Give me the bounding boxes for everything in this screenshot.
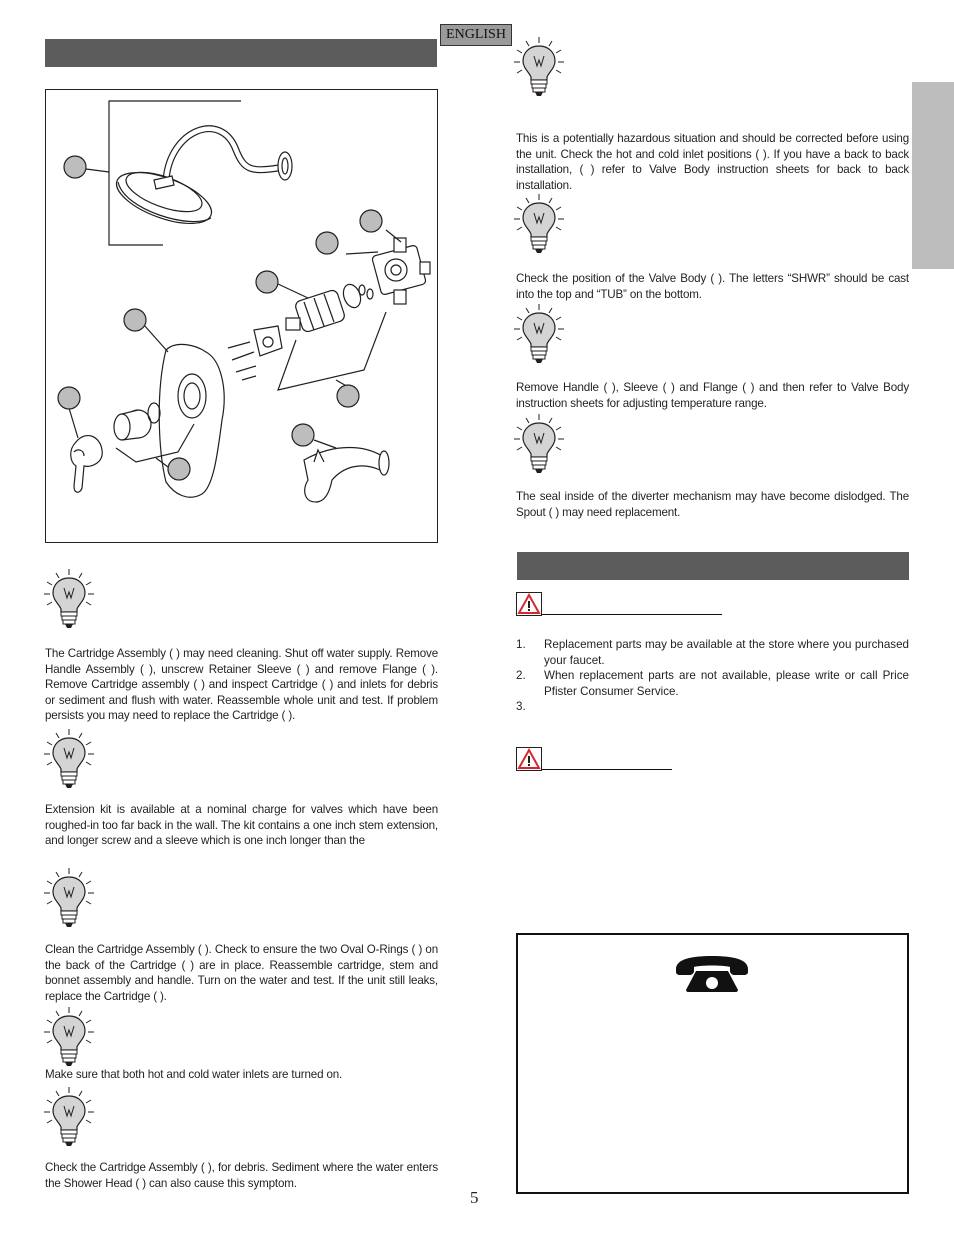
list-number: 1. [516,638,526,651]
tip-cartridge-cleaning: The Cartridge Assembly ( ) may need cleaning. Shut off water supply. Remove Handle Assembly ( ), unscrew Retainer Sleeve ( ) and remove Flange ( ). Remove Cartridge assembly ( ) and inspect Cartridge ( ) and inlets for debris or sediment and flush with water. Reassemble whole unit and test. If problem persists you may need to replace the Cartridge ( ). [45,647,438,723]
tip-oval-orings: Clean the Cartridge Assembly ( ). Check to ensure the two Oval O-Rings ( ) on the back of the Cartridge ( ) are in place. Reassemble cartridge, stem and bonnet assembly and handle. Turn on the water and test. If the unit still leaks, replace the Cartridge ( ). [45,943,438,1003]
tip-diverter: The seal inside of the diverter mechanism may have become dislodged. The Spout ( ) may need replacement. [516,490,909,519]
callout-sleeve [168,458,190,480]
light-bulb-icon [42,1086,96,1148]
light-bulb-icon [512,303,566,365]
section-bar-parts [45,39,437,67]
tip-debris: Check the Cartridge Assembly ( ), for debris. Sediment where the water enters the Shower Head ( ) can also cause this symptom. [45,1161,438,1190]
list-text: Replacement parts may be available at the store where you purchased your faucet. [544,638,909,667]
tip-valve-position: Check the position of the Valve Body ( ). The letters “SHWR” should be cast into the top and “TUB” on the bottom. [516,272,909,301]
contact-box [516,933,909,1194]
telephone-icon [672,955,752,993]
section-bar-service [517,552,909,580]
side-section-tab [912,82,954,269]
light-bulb-icon [512,413,566,475]
tip-temperature: Remove Handle ( ), Sleeve ( ) and Flange ( ) and then refer to Valve Body instruction sheets for adjusting temperature range. [516,381,909,410]
callout-orings [316,232,338,254]
heading-rule [542,614,722,615]
light-bulb-icon [42,867,96,929]
callout-shower-head [64,156,86,178]
tip-inlets-on: Make sure that both hot and cold water inlets are turned on. [45,1068,343,1081]
callout-cartridge [256,271,278,293]
light-bulb-icon [42,1006,96,1068]
language-tab: ENGLISH [440,24,512,46]
callout-spout [292,424,314,446]
callout-valve-body [360,210,382,232]
light-bulb-icon [512,193,566,255]
list-number: 2. [516,669,526,682]
heading-rule [542,769,672,770]
light-bulb-icon [512,36,566,98]
parts-diagram-illustration [46,90,436,541]
warning-triangle-icon [516,592,542,616]
list-text: When replacement parts are not available, please write or call Price Pfister Consumer Service. [544,669,909,698]
list-number: 3. [516,700,526,713]
light-bulb-icon [42,728,96,790]
tip-extension-kit: Extension kit is available at a nominal charge for valves which have been roughed-in too far back in the wall. The kit contains a one inch stem extension, and longer screw and a sleeve which is one inch longer than the [45,803,438,848]
warning-triangle-icon [516,747,542,771]
callout-handle [58,387,80,409]
page-number: 5 [470,1188,479,1207]
callout-cartridge-assembly [337,385,359,407]
callout-flange [124,309,146,331]
parts-diagram [45,89,438,543]
tip-hazard: This is a potentially hazardous situation and should be corrected before using the unit. Check the hot and cold inlet positions ( ). If you have a back to back installation, ( ) refer to Valve Body instruction sheets for back to back installation. [516,132,909,192]
light-bulb-icon [42,568,96,630]
